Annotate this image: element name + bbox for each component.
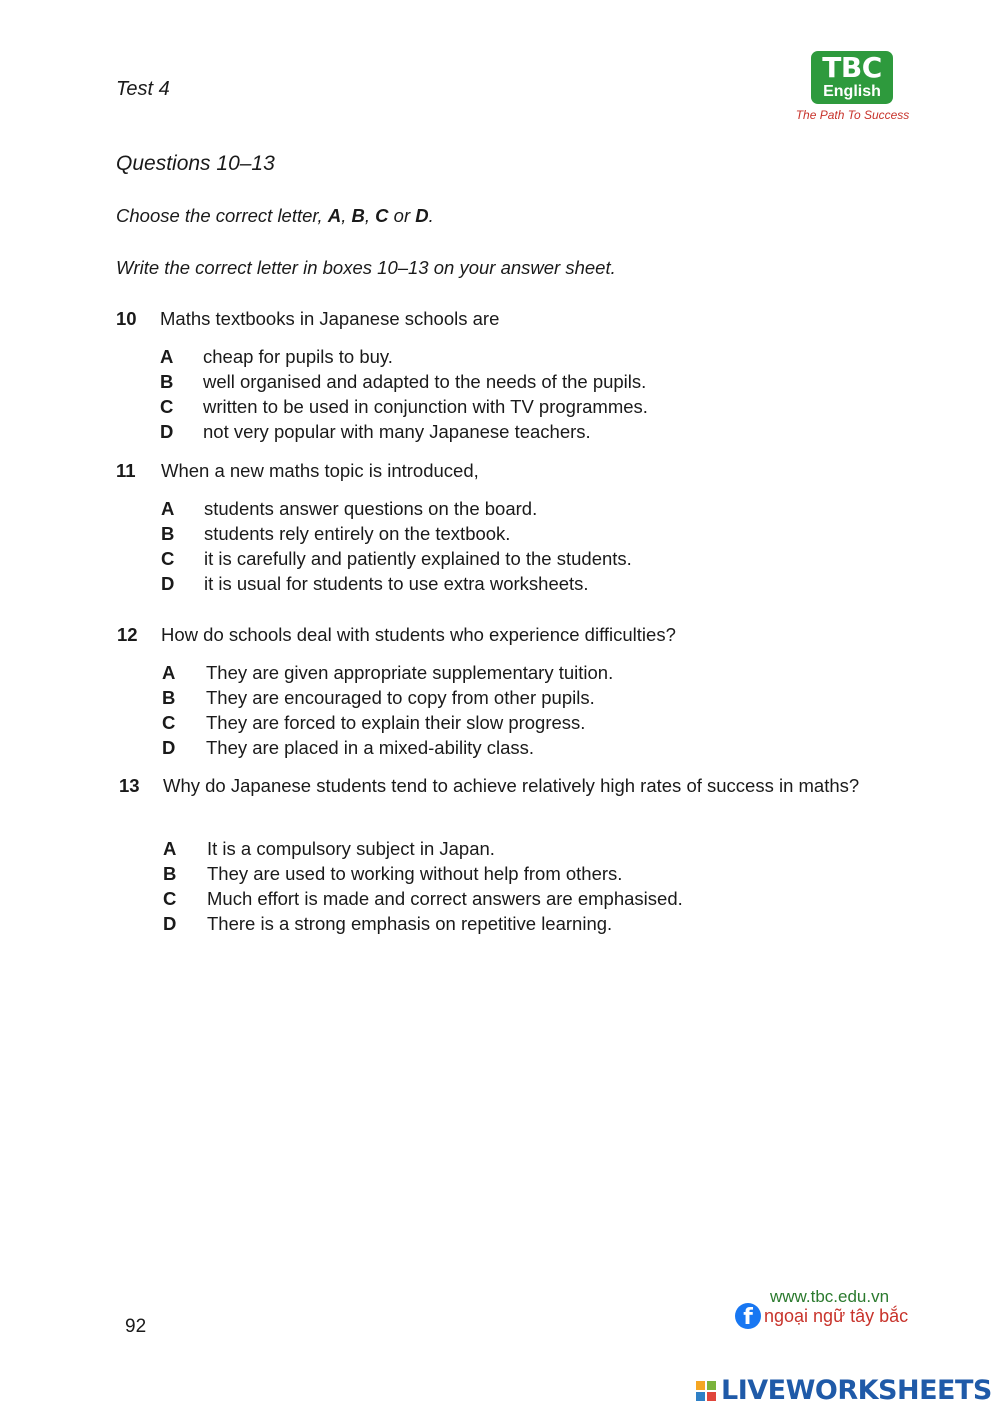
option-letter: D [163, 913, 177, 934]
option-letter: B [160, 371, 174, 392]
option-text: students answer questions on the board. [204, 498, 538, 519]
option-letter: D [162, 737, 176, 758]
option-letter: C [163, 888, 177, 909]
question-text: Why do Japanese students tend to achieve relatively high rates of success in maths? [163, 775, 860, 796]
option-text: cheap for pupils to buy. [203, 346, 393, 367]
option-text: They are forced to explain their slow progress. [206, 712, 586, 733]
logo-english-text: English [823, 83, 881, 100]
option-text: They are encouraged to copy from other pupils. [206, 687, 595, 708]
option-letter: A [160, 346, 174, 367]
option-letter: C [161, 548, 175, 569]
option-text: There is a strong emphasis on repetitive learning. [207, 913, 613, 934]
option-text: it is usual for students to use extra worksheets. [204, 573, 589, 594]
option-letter: A [162, 662, 176, 683]
logo-tagline: The Path To Success [795, 108, 910, 122]
logo-tbc-text: TBC [822, 51, 882, 84]
option-text: well organised and adapted to the needs of the pupils. [203, 371, 647, 392]
facebook-page-name: ngoại ngữ tây bắc [764, 1305, 909, 1326]
question-text: When a new maths topic is introduced, [161, 460, 479, 481]
facebook-page-link[interactable] [735, 1303, 908, 1329]
test-label: Test 4 [116, 78, 170, 100]
website-link[interactable]: www.tbc.edu.vn [770, 1287, 890, 1306]
question-number: 13 [119, 775, 140, 796]
instruction-write: Write the correct letter in boxes 10–13 on your answer sheet. [116, 257, 616, 278]
option-text: not very popular with many Japanese teachers. [203, 421, 591, 442]
page-number: 92 [125, 1316, 147, 1337]
option-letter: C [160, 396, 174, 417]
question-number: 10 [116, 308, 137, 329]
tbc-logo [811, 51, 893, 104]
liveworksheets-brand [696, 1375, 992, 1406]
option-letter: C [162, 712, 176, 733]
option-text: They are given appropriate supplementary tuition. [206, 662, 614, 683]
option-text: Much effort is made and correct answers are emphasised. [207, 888, 683, 909]
option-text: It is a compulsory subject in Japan. [207, 838, 495, 859]
question-number: 12 [117, 624, 138, 645]
option-letter: D [161, 573, 175, 594]
option-letter: A [161, 498, 175, 519]
facebook-icon: f [735, 1303, 761, 1329]
option-letter: B [161, 523, 175, 544]
liveworksheets-logo-icon [696, 1381, 716, 1401]
option-letter: B [162, 687, 176, 708]
question-text: Maths textbooks in Japanese schools are [160, 308, 500, 329]
liveworksheets-wordmark: LIVEWORKSHEETS [721, 1375, 992, 1406]
option-text: They are placed in a mixed-ability class. [206, 737, 535, 758]
option-letter: A [163, 838, 177, 859]
option-text: written to be used in conjunction with TV programmes. [203, 396, 648, 417]
questions-range-heading: Questions 10–13 [116, 152, 275, 175]
question-number: 11 [116, 460, 136, 481]
option-letter: B [163, 863, 177, 884]
question-text: How do schools deal with students who experience difficulties? [161, 624, 676, 645]
option-text: it is carefully and patiently explained to the students. [204, 548, 632, 569]
instruction-choose: Choose the correct letter, A, B, C or D. [116, 205, 434, 226]
option-text: They are used to working without help from others. [207, 863, 623, 884]
option-text: students rely entirely on the textbook. [204, 523, 511, 544]
option-letter: D [160, 421, 174, 442]
